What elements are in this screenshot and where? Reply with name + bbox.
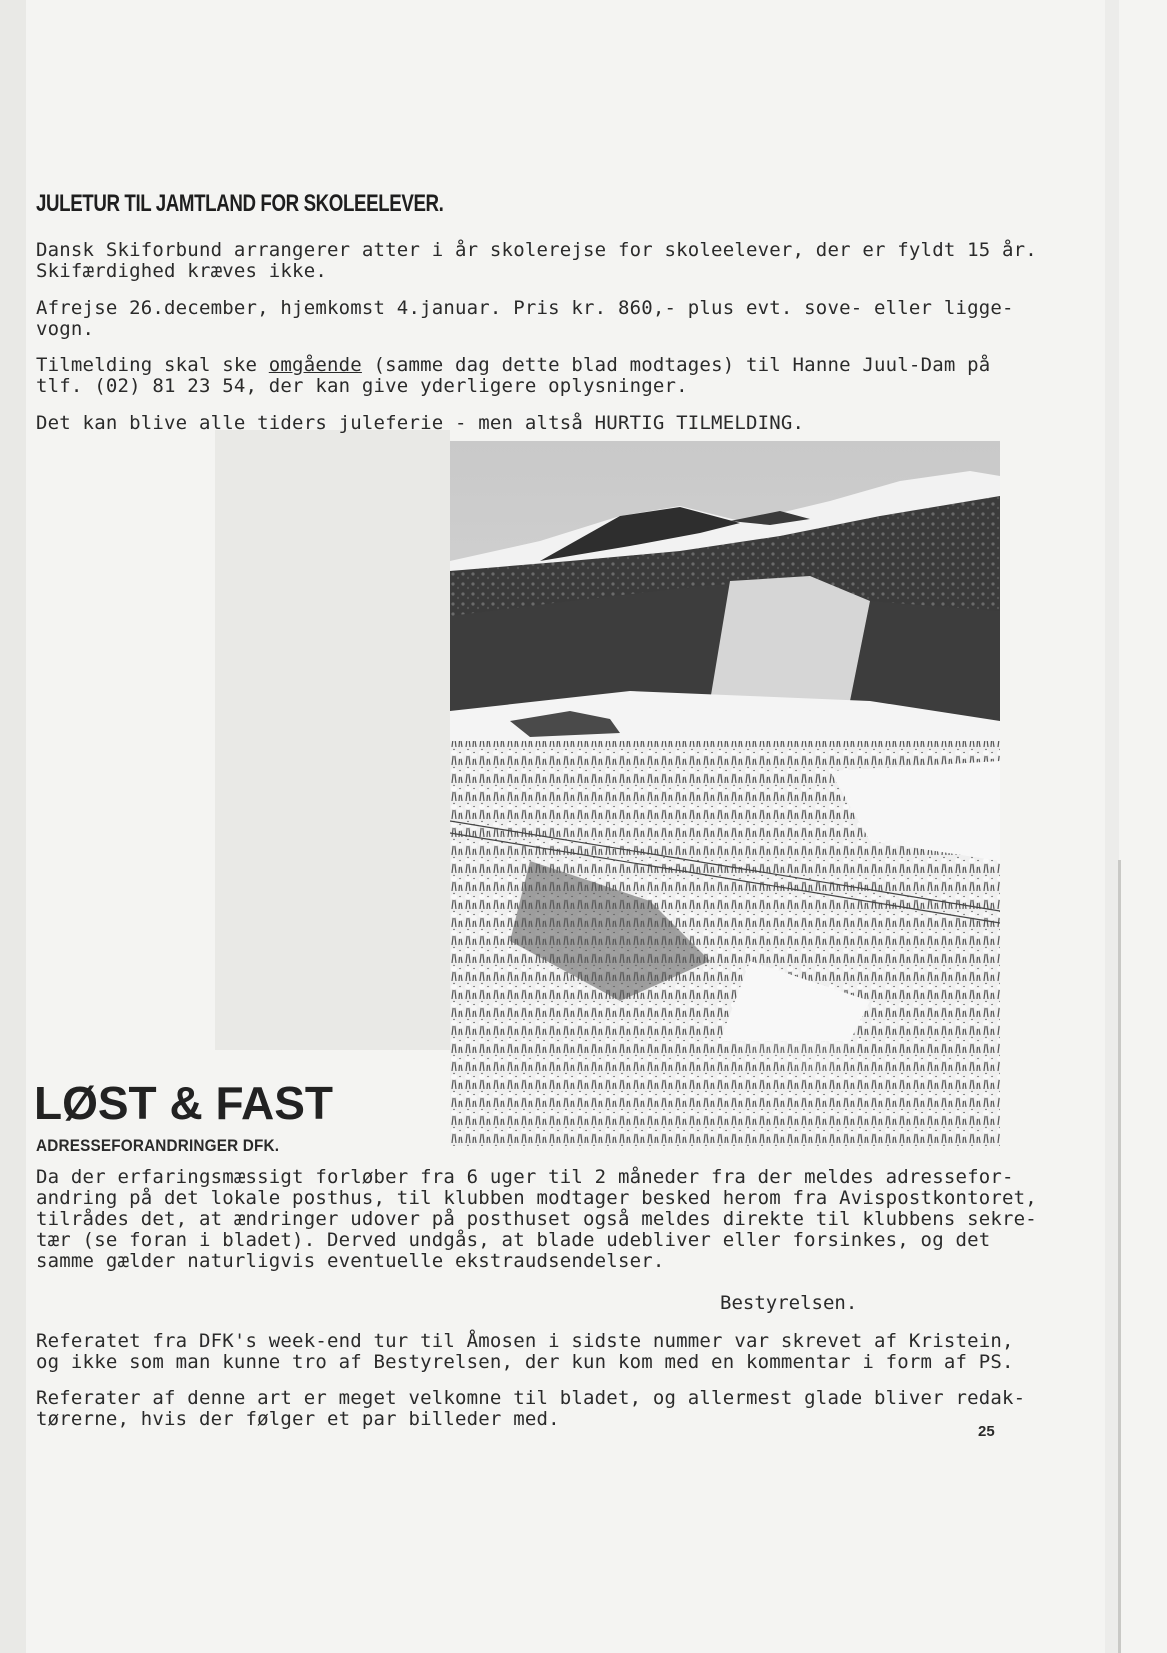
- signup-text: Tilmelding skal ske: [36, 354, 269, 376]
- address-paragraph-line-2: andring på det lokale posthus, til klubben modtager besked herom fra Avispostkontoret,: [36, 1187, 1037, 1209]
- scan-right-edge-line: [1118, 860, 1121, 1653]
- address-paragraph-line-1: Da der erfaringsmæssigt forløber fra 6 uger til 2 måneder fra der meldes adressefor-: [36, 1166, 1014, 1188]
- report-paragraph-line-2: og ikke som man kunne tro af Bestyrelsen, der kun kom med en kommentar i form af PS.: [36, 1351, 1014, 1373]
- scan-left-shadow: [0, 0, 26, 1653]
- address-paragraph-line-5: samme gælder naturligvis eventuelle ekstraudsendelser.: [36, 1250, 665, 1272]
- article-heading: JULETUR TIL JAMTLAND FOR SKOLEELEVER.: [36, 190, 444, 217]
- address-paragraph-line-4: tær (se foran i bladet). Derved undgås, at blade udebliver eller forsinkes, og det: [36, 1229, 991, 1251]
- article-paragraph-2-line-1: Afrejse 26.december, hjemkomst 4.januar. Pris kr. 860,- plus evt. sove- eller ligge-: [36, 297, 1014, 319]
- address-paragraph-line-3: tilrådes det, at ændringer udover på posthuset også meldes direkte til klubbens sekre-: [36, 1208, 1037, 1230]
- landscape-image-icon: [450, 441, 1000, 1146]
- signature: Bestyrelsen.: [720, 1292, 858, 1314]
- article-paragraph-1-line-2: Skifærdighed kræves ikke.: [36, 260, 327, 282]
- page-number: 25: [978, 1423, 995, 1440]
- article-paragraph-3-line-2: tlf. (02) 81 23 54, der kan give yderligere oplysninger.: [36, 375, 688, 397]
- snowy-mountain-landscape-photo: [450, 441, 1000, 1146]
- section-subheading: ADRESSEFORANDRINGER DFK.: [36, 1136, 280, 1155]
- signup-text-rest: (samme dag dette blad modtages) til Hanne Juul-Dam på: [361, 354, 991, 376]
- show-through-block: [215, 430, 450, 1050]
- article-paragraph-4: Det kan blive alle tiders juleferie - men altså HURTIG TILMELDING.: [36, 412, 805, 434]
- scan-right-edge: [1105, 0, 1119, 1653]
- section-title: LØST & FAST: [34, 1077, 333, 1129]
- immediately-underlined: omgående: [268, 354, 362, 376]
- article-paragraph-2-line-2: vogn.: [36, 318, 95, 340]
- article-paragraph-3-line-1: [36, 355, 990, 376]
- reports-welcome-line-1: Referater af denne art er meget velkomne til bladet, og allermest glade bliver redak-: [36, 1387, 1026, 1409]
- article-paragraph-1-line-1: Dansk Skiforbund arrangerer atter i år skolerejse for skoleelever, der er fyldt 15 år.: [36, 239, 1037, 261]
- report-paragraph-line-1: Referatet fra DFK's week-end tur til Åmosen i sidste nummer var skrevet af Kristein,: [36, 1330, 1014, 1352]
- reports-welcome-line-2: tørerne, hvis der følger et par billeder med.: [36, 1408, 560, 1430]
